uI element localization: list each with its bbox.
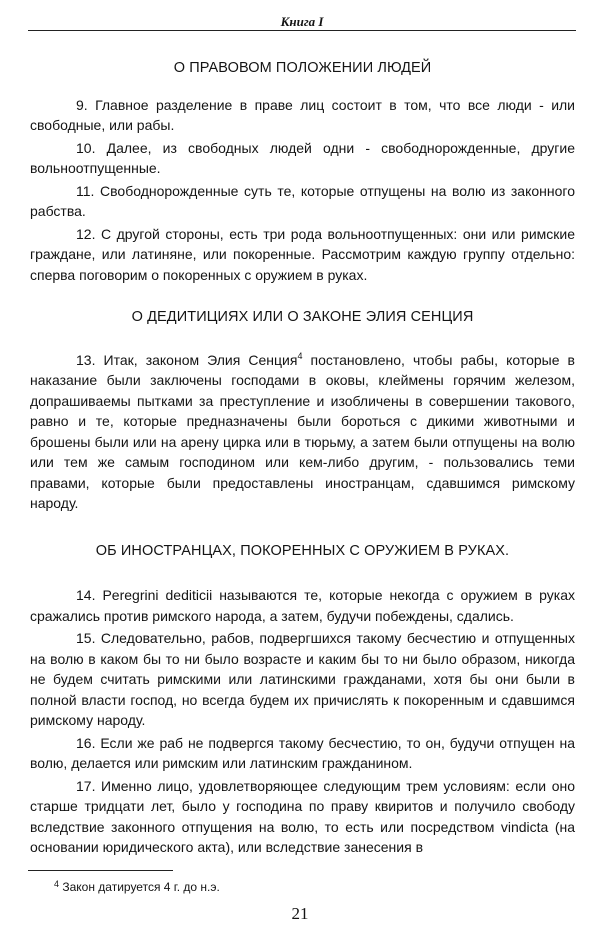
footnote-text: Закон датируется 4 г. до н.э. xyxy=(59,880,220,894)
footnote-reference[interactable]: 4 xyxy=(297,350,303,361)
section-heading-foreigners: ОБ ИНОСТРАНЦАХ, ПОКОРЕННЫХ С ОРУЖИЕМ В РУКАХ. xyxy=(95,542,510,559)
paragraph-10: 10. Далее, из свободных людей одни - свободнорожденные, другие вольноотпущенные. xyxy=(30,139,575,176)
paragraph-13-rest: постановлено, чтобы рабы, которые в наказание были заключены господами в оковы, клеймены горячим железом, допрашиваемы пытками за преступление и изобличены в совершении такового, равно и те, которые предназначены были бороться с дикими животными и брошены были или на арену цирка или в тюрьму, а затем были отпущены на волю или тем же самым господином или кем-либо другим, - пользовались теми правами, которые были предоставлены иностранцам, сдавшимся римскому народу. xyxy=(30,351,575,511)
page-body xyxy=(30,58,575,860)
paragraph-9: 9. Главное разделение в праве лиц состоит в том, что все люди - или свободные, или рабы. xyxy=(30,96,575,133)
paragraph-13-start: 13. Итак, законом Элия Сенция xyxy=(76,351,298,368)
paragraph-13 xyxy=(30,350,575,514)
section-heading-legal-status: О ПРАВОВОМ ПОЛОЖЕНИИ ЛЮДЕЙ xyxy=(173,60,432,76)
footnote-number: 4 xyxy=(54,879,60,889)
running-header: Книга I xyxy=(280,14,324,29)
footnote xyxy=(54,880,220,894)
paragraph-15: 15. Следовательно, рабов, подвергшихся такому бесчестию и отпущенных на волю в каком бы то ни было возрасте и каким бы то ни было образом, никогда не будем считать римскими или латинскими гражданами, хотя бы они были в полной власти господ, но всегда будем их причислять к покоренным и сдавшимся римскому народу. xyxy=(30,630,575,728)
header-rule xyxy=(28,30,576,31)
paragraph-12: 12. С другой стороны, есть три рода вольноотпущенных: они или римские граждане, или латиняне, или покоренные. Рассмотрим каждую группу отдельно: сперва поговорим о покоренных с оружием в руках. xyxy=(30,225,575,283)
footnote-rule xyxy=(28,870,173,871)
paragraph-14: 14. Peregrini dediticii называются те, которые некогда с оружием в руках сражались против римского народа, а затем, будучи побеждены, сдались. xyxy=(30,587,575,624)
page-number: 21 xyxy=(291,904,309,923)
paragraph-11: 11. Свободнорожденные суть те, которые отпущены на волю из законного рабства. xyxy=(30,182,575,219)
section-heading-dediticii: О ДЕДИТИЦИЯХ ИЛИ О ЗАКОНЕ ЭЛИЯ СЕНЦИЯ xyxy=(131,309,474,325)
paragraph-17: 17. Именно лицо, удовлетворяющее следующим трем условиям: если оно старше тридцати лет, было у господина по праву квиритов и получило свободу вследствие законного отпущения на волю, то есть или посредством vindicta (на основании юридического акта), или вследствие занесения в xyxy=(30,777,575,855)
paragraph-16: 16. Если же раб не подвергся такому бесчестию, то он, будучи отпущен на волю, делается или римским или латинским гражданином. xyxy=(30,734,575,771)
